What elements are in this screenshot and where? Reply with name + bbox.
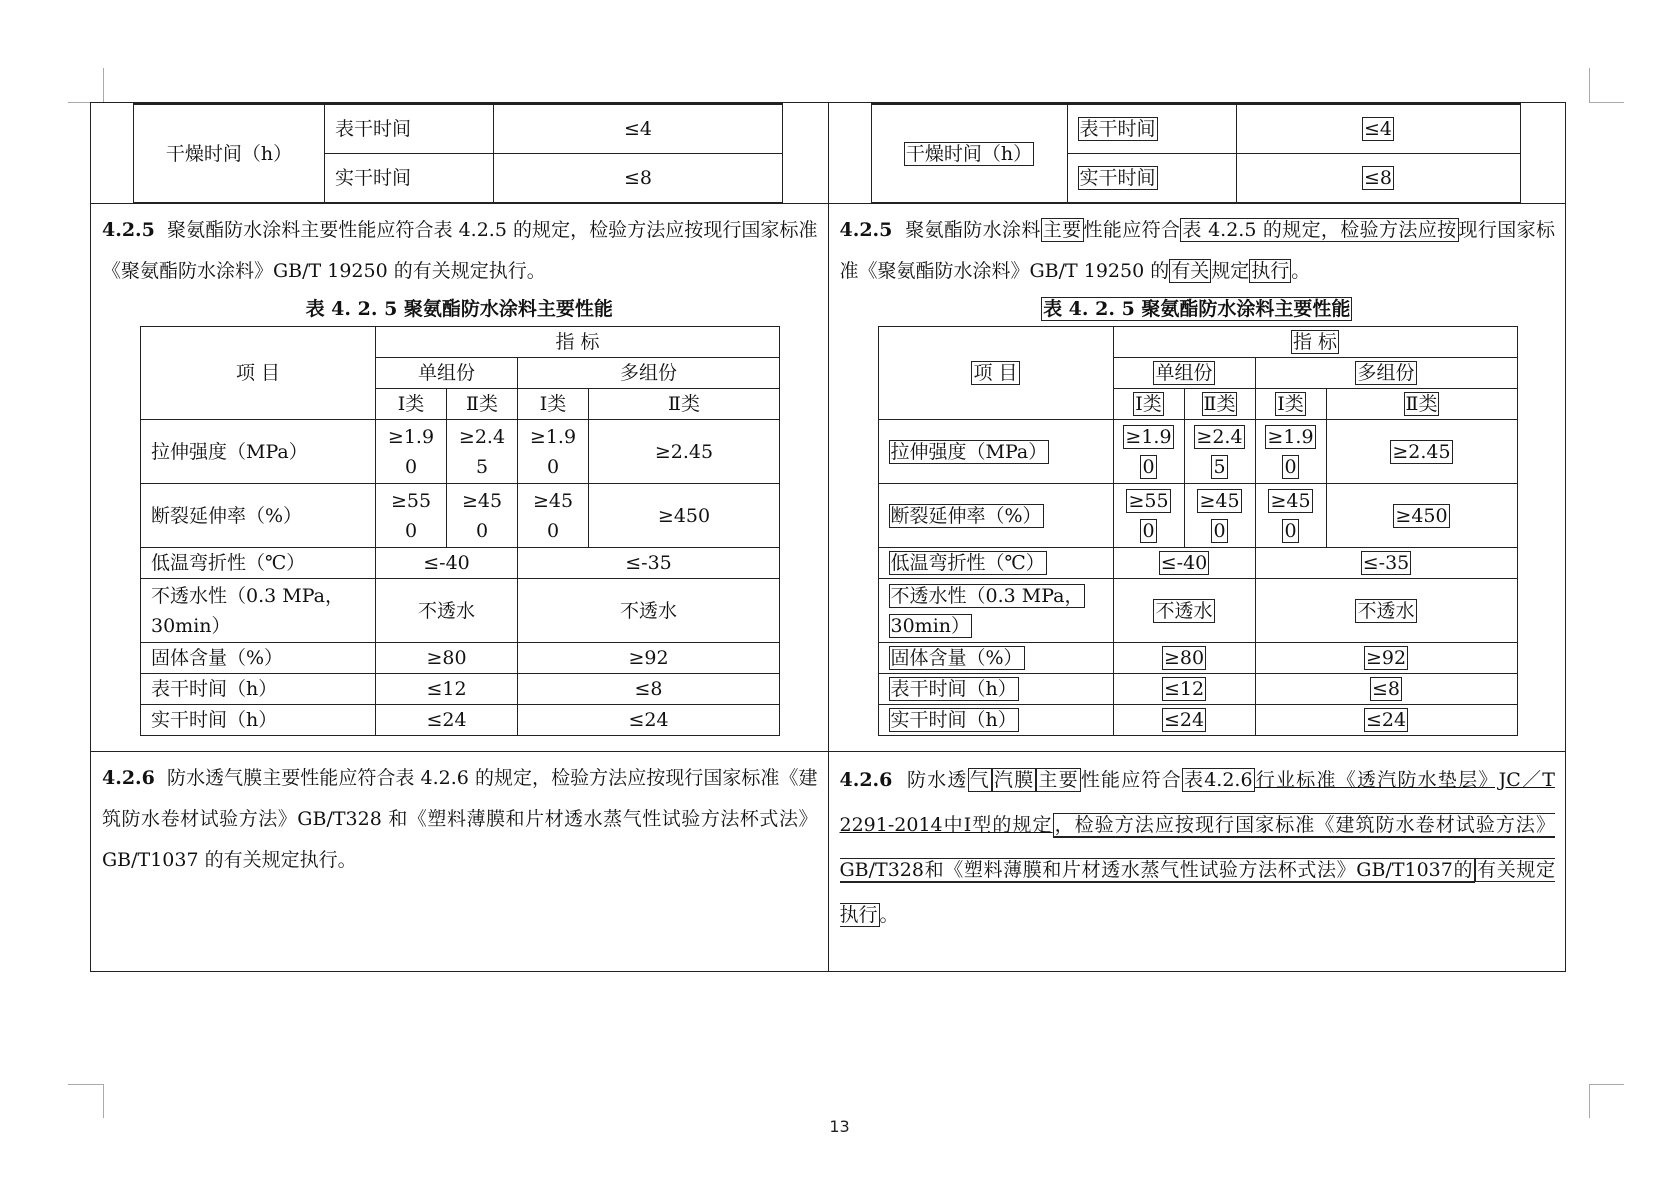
- cell-value: ≤24: [1113, 705, 1255, 736]
- cell-value: ≥2.4 5: [447, 420, 518, 484]
- clause-4-2-5-revised: 4.2.5 聚氨酯防水涂料 主要 性能应符合 表 4.2.5 的规定，检验方法应按 现行国家标准《聚氨酯防水涂料》GB/T 19250 的 有关 规定 执行 。: [839, 219, 1555, 282]
- surface-dry-value: ≤4: [494, 104, 783, 154]
- clause-4-2-5: 4.2.5 聚氨酯防水涂料主要性能应符合表 4.2.5 的规定，检验方法应按现行国家标准《聚氨酯防水涂料》GB/T 19250 的有关规定执行。: [102, 219, 818, 282]
- cell-value: ≤12: [1113, 674, 1255, 705]
- cell-value: ≥80: [376, 643, 518, 674]
- row-tensile: [878, 420, 1517, 484]
- cell-value: ≤8: [1255, 674, 1517, 705]
- cell-value: 不透水: [376, 579, 518, 643]
- cell-value: ≤12: [376, 674, 518, 705]
- row-lowtemp: [141, 548, 780, 579]
- cell-value: ≥45 0: [1255, 484, 1326, 548]
- row-label: 低温弯折性（℃）: [878, 548, 1113, 579]
- header-c3: Ⅰ类: [518, 389, 589, 420]
- table-4-2-5-title: 表 4. 2. 5 聚氨酯防水涂料主要性能: [1043, 298, 1351, 320]
- comparison-table: [90, 102, 1566, 972]
- cell-value: ≥55 0: [1113, 484, 1184, 548]
- revised-cell-425: [828, 204, 1566, 752]
- cell-value: ≤24: [1255, 705, 1517, 736]
- cell-value: ≥92: [518, 643, 780, 674]
- table-4-2-5-title: 表 4. 2. 5 聚氨酯防水涂料主要性能: [305, 298, 613, 320]
- cell-value: ≥45 0: [518, 484, 589, 548]
- cell-value: ≥2.4 5: [1184, 420, 1255, 484]
- cell-value: ≤-40: [1113, 548, 1255, 579]
- cell-value: ≤-35: [1255, 548, 1517, 579]
- row-hard-dry: [878, 705, 1517, 736]
- cell-value: ≥2.45: [1326, 420, 1517, 484]
- header-multi: 多组份: [518, 358, 780, 389]
- row-label: 不透水性（0.3 MPa， 30min）: [141, 579, 376, 643]
- row-label: 拉伸强度（MPa）: [141, 420, 376, 484]
- row-impermeability: [878, 579, 1517, 643]
- row-label: 断裂延伸率（%）: [141, 484, 376, 548]
- cell-value: ≥450: [1326, 484, 1517, 548]
- hard-dry-value: ≤8: [1236, 154, 1520, 203]
- row-label: 表干时间（h）: [878, 674, 1113, 705]
- cell-value: ≥45 0: [447, 484, 518, 548]
- header-c1: Ⅰ类: [1113, 389, 1184, 420]
- row-surface-dry: [878, 674, 1517, 705]
- header-indicator: 指 标: [1113, 327, 1517, 358]
- header-multi: 多组份: [1255, 358, 1517, 389]
- header-single: 单组份: [376, 358, 518, 389]
- row-lowtemp: [878, 548, 1517, 579]
- row-label: 实干时间（h）: [878, 705, 1113, 736]
- row-solid: [878, 643, 1517, 674]
- drying-time-table-revised: [871, 103, 1521, 203]
- row-label: 固体含量（%）: [878, 643, 1113, 674]
- row-label: 断裂延伸率（%）: [878, 484, 1113, 548]
- row-tensile: [141, 420, 780, 484]
- drying-time-label: 干燥时间（h）: [134, 104, 325, 203]
- original-cell-top: [91, 103, 829, 204]
- cell-value: 不透水: [518, 579, 780, 643]
- row-label: 表干时间（h）: [141, 674, 376, 705]
- hard-dry-label: 实干时间: [325, 154, 494, 203]
- cell-value: ≥2.45: [589, 420, 780, 484]
- cell-value: ≥1.9 0: [1255, 420, 1326, 484]
- header-c4: Ⅱ类: [1326, 389, 1517, 420]
- page-number: 13: [829, 1117, 850, 1136]
- header-item: 项 目: [141, 327, 376, 420]
- table-4-2-5: [140, 326, 780, 736]
- revised-cell-top: [828, 103, 1566, 204]
- header-c2: Ⅱ类: [1184, 389, 1255, 420]
- cell-value: ≥80: [1113, 643, 1255, 674]
- row-solid: [141, 643, 780, 674]
- clause-4-2-6: 4.2.6 防水透气膜主要性能应符合表 4.2.6 的规定，检验方法应按现行国家标准《建筑防水卷材试验方法》GB/T328 和《塑料薄膜和片材透水蒸气性试验方法杯式法》GB/T1037 的有关规定执行。: [102, 767, 818, 871]
- cell-value: ≤-35: [518, 548, 780, 579]
- header-indicator: 指 标: [376, 327, 780, 358]
- cell-value: ≤24: [376, 705, 518, 736]
- cell-value: 不透水: [1113, 579, 1255, 643]
- table-4-2-5-revised: [878, 326, 1518, 736]
- row-impermeability: [141, 579, 780, 643]
- cell-value: ≤24: [518, 705, 780, 736]
- revised-cell-426: [828, 752, 1566, 972]
- cell-value: ≥450: [589, 484, 780, 548]
- cell-value: ≤8: [518, 674, 780, 705]
- row-hard-dry: [141, 705, 780, 736]
- surface-dry-label: 表干时间: [325, 104, 494, 154]
- clause-4-2-6-revised: 4.2.6 防水透 气 汽膜 主要 性能应符合 表4.2.6 行业标准《透汽防水垫层》JC／T 2291-2014中Ⅰ型的规定 ，检验方法应按现行国家标准《建筑防水卷材试验方法》GB/T328和《塑料薄膜和片材透水蒸气性试验方法杯式法》GB/T1037的 有关规定执行 。: [839, 769, 1555, 926]
- original-cell-426: [91, 752, 829, 972]
- cell-value: ≤-40: [376, 548, 518, 579]
- hard-dry-label: 实干时间: [1067, 154, 1236, 203]
- row-elongation: [878, 484, 1517, 548]
- row-label: 固体含量（%）: [141, 643, 376, 674]
- cell-value: ≥1.9 0: [518, 420, 589, 484]
- header-item: 项 目: [878, 327, 1113, 420]
- drying-time-label: 干燥时间（h）: [871, 104, 1067, 203]
- header-single: 单组份: [1113, 358, 1255, 389]
- row-label: 低温弯折性（℃）: [141, 548, 376, 579]
- header-c2: Ⅱ类: [447, 389, 518, 420]
- cell-value: ≥92: [1255, 643, 1517, 674]
- surface-dry-value: ≤4: [1236, 104, 1520, 154]
- row-label: 拉伸强度（MPa）: [878, 420, 1113, 484]
- header-c1: Ⅰ类: [376, 389, 447, 420]
- cell-value: 不透水: [1255, 579, 1517, 643]
- row-label: 实干时间（h）: [141, 705, 376, 736]
- surface-dry-label: 表干时间: [1067, 104, 1236, 154]
- cell-value: ≥45 0: [1184, 484, 1255, 548]
- header-c3: Ⅰ类: [1255, 389, 1326, 420]
- header-c4: Ⅱ类: [589, 389, 780, 420]
- row-label: 不透水性（0.3 MPa， 30min）: [878, 579, 1113, 643]
- drying-time-table-original: [133, 103, 783, 203]
- cell-value: ≥1.9 0: [376, 420, 447, 484]
- cell-value: ≥1.9 0: [1113, 420, 1184, 484]
- row-surface-dry: [141, 674, 780, 705]
- original-cell-425: [91, 204, 829, 752]
- hard-dry-value: ≤8: [494, 154, 783, 203]
- row-elongation: [141, 484, 780, 548]
- cell-value: ≥55 0: [376, 484, 447, 548]
